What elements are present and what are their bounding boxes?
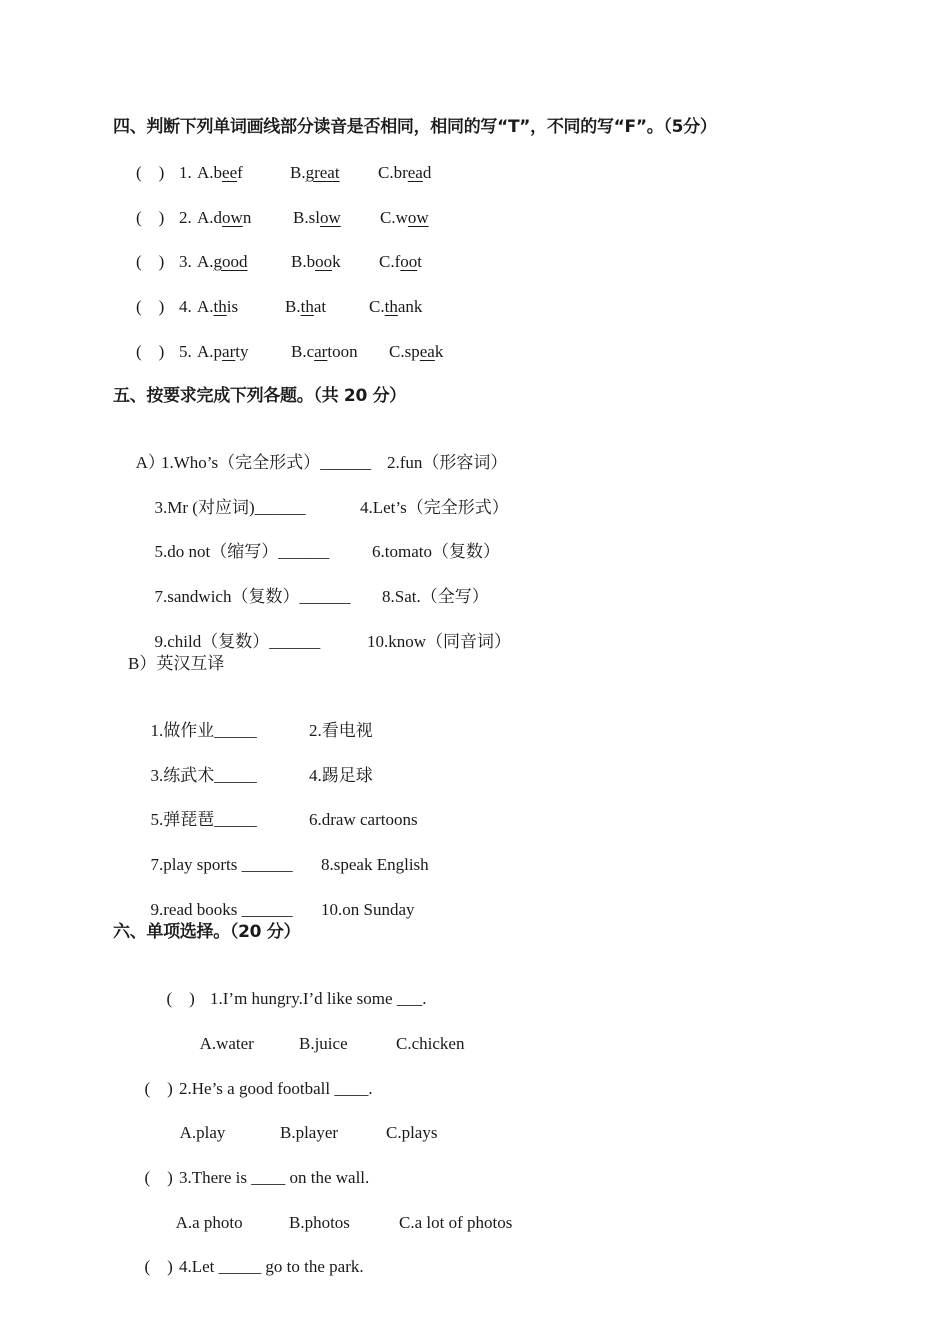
word-part: ank xyxy=(397,297,423,316)
phonics-row xyxy=(136,251,422,273)
part-b-label: B）英汉互译 xyxy=(128,654,225,673)
part-b-item-left: 1.做作业_____ xyxy=(150,721,257,740)
item-number: 1. xyxy=(179,163,192,182)
answer-paren[interactable]: ( ) xyxy=(144,1168,173,1187)
word-part: C.sp xyxy=(389,342,420,361)
underlined-letters: ee xyxy=(222,163,238,182)
option-a: A.a photo xyxy=(175,1213,243,1232)
option-b xyxy=(290,162,340,184)
answer-paren[interactable]: ( ) xyxy=(136,342,165,361)
section5-title: 五、按要求完成下列各题。（共 20 分） xyxy=(113,386,406,406)
option-a xyxy=(197,341,248,363)
word-part: k xyxy=(434,342,444,361)
word-part: B.sl xyxy=(293,208,320,227)
word-part: is xyxy=(226,297,239,316)
option-c xyxy=(389,341,443,363)
phonics-row xyxy=(136,296,423,318)
underlined-letters: ea xyxy=(419,342,435,361)
word-part: k xyxy=(332,252,341,271)
question-text: 4.Let _____ go to the park. xyxy=(179,1257,364,1276)
part-a-item-right: 4.Let’s（完全形式） xyxy=(360,498,509,517)
mc-question-3 xyxy=(136,1145,370,1189)
option-b xyxy=(285,296,326,318)
underlined-letters: th xyxy=(384,297,398,316)
word-part: d xyxy=(422,163,432,182)
part-b-row-4 xyxy=(142,832,429,876)
phonics-row xyxy=(136,207,429,229)
part-b-item-right: 4.踢足球 xyxy=(309,766,373,785)
word-part: f xyxy=(237,163,243,182)
mc-options-2 xyxy=(172,1100,438,1144)
part-b-item-left: 3.练武术_____ xyxy=(150,766,257,785)
question-text: 3.There is ____ on the wall. xyxy=(179,1168,370,1187)
part-a-row-2 xyxy=(146,475,509,519)
word-part: at xyxy=(313,297,327,316)
word-part: B.b xyxy=(291,252,316,271)
mc-options-1 xyxy=(192,1011,465,1055)
option-a xyxy=(197,162,243,184)
word-part: C. xyxy=(369,297,385,316)
part-a-item-left: 3.Mr (对应词)______ xyxy=(154,498,306,517)
underlined-letters: ea xyxy=(407,163,423,182)
part-a-row-4 xyxy=(146,564,489,608)
option-b xyxy=(291,341,358,363)
word-part: n xyxy=(242,208,252,227)
part-a-row-3 xyxy=(146,519,500,563)
option-a xyxy=(197,251,248,273)
word-part: B. xyxy=(290,163,306,182)
mc-question-4 xyxy=(136,1234,364,1278)
part-b-row-5 xyxy=(142,877,415,921)
option-b xyxy=(293,207,341,229)
word-part: ty xyxy=(235,342,249,361)
underlined-letters: ar xyxy=(222,342,236,361)
question-text: 2.He’s a good football ____. xyxy=(179,1079,373,1098)
option-c xyxy=(369,296,422,318)
word-part: B.c xyxy=(291,342,315,361)
part-a-item-right: 10.know（同音词） xyxy=(367,632,512,651)
option-a: A.water xyxy=(199,1034,254,1053)
word-part: C.w xyxy=(380,208,408,227)
part-b-row-2 xyxy=(142,743,373,787)
answer-paren[interactable]: ( ) xyxy=(144,1079,173,1098)
option-b: B.photos xyxy=(289,1213,350,1232)
underlined-letters: th xyxy=(213,297,227,316)
mc-options-3 xyxy=(168,1190,513,1234)
underlined-letters: ar xyxy=(314,342,328,361)
mc-question-2 xyxy=(136,1056,373,1100)
word-part: A. xyxy=(197,297,214,316)
part-a-row-1 xyxy=(128,430,508,474)
part-a-label: A） xyxy=(135,453,165,472)
answer-paren[interactable]: ( ) xyxy=(136,252,165,271)
option-a xyxy=(197,296,238,318)
word-part: A.p xyxy=(197,342,223,361)
part-a-item-right: 2.fun（形容词） xyxy=(387,453,508,472)
word-part: A.b xyxy=(197,163,223,182)
item-number: 4. xyxy=(179,297,192,316)
underlined-letters: ow xyxy=(222,208,243,227)
part-a-item-right: 6.tomato（复数） xyxy=(372,542,500,561)
section6-title: 六、单项选择。（20 分） xyxy=(113,922,301,942)
part-a-item-right: 8.Sat.（全写） xyxy=(382,587,489,606)
part-a-row-5 xyxy=(146,609,512,653)
option-b xyxy=(291,251,341,273)
option-c: C.chicken xyxy=(396,1034,465,1053)
underlined-letters: ow xyxy=(407,208,429,227)
item-number: 5. xyxy=(179,342,192,361)
part-b-item-left: 9.read books ______ xyxy=(150,900,293,919)
answer-paren[interactable]: ( ) xyxy=(144,1257,173,1276)
underlined-letters: oo xyxy=(400,252,418,271)
option-b: B.player xyxy=(280,1123,339,1142)
question-text: 1.I’m hungry.I’d like some ___. xyxy=(210,989,427,1008)
phonics-row xyxy=(136,162,432,184)
word-part: t xyxy=(417,252,422,271)
part-a-item-left: 5.do not（缩写）______ xyxy=(154,542,330,561)
part-b-item-right: 2.看电视 xyxy=(309,721,373,740)
part-b-item-right: 6.draw cartoons xyxy=(309,810,418,829)
word-part: A. xyxy=(197,252,214,271)
part-a-item-left: 7.sandwich（复数）______ xyxy=(154,587,351,606)
word-part: toon xyxy=(327,342,358,361)
part-b-row-1 xyxy=(142,698,373,742)
underlined-letters: oo xyxy=(315,252,333,271)
part-a-item-left: 1.Who’s（完全形式）______ xyxy=(161,453,372,472)
section4-title: 四、判断下列单词画线部分读音是否相同，相同的写“T”，不同的写“F”。（5分） xyxy=(113,117,717,137)
answer-paren[interactable]: ( ) xyxy=(136,163,165,182)
part-b-item-right: 8.speak English xyxy=(321,855,429,874)
option-c: C.a lot of photos xyxy=(399,1213,513,1232)
underlined-letters: good xyxy=(213,252,248,271)
answer-paren[interactable]: ( ) xyxy=(166,989,195,1008)
part-b-item-left: 5.弹琵琶_____ xyxy=(150,810,257,829)
option-c xyxy=(379,251,422,273)
option-c xyxy=(378,162,431,184)
underlined-letters: ow xyxy=(319,208,341,227)
option-a xyxy=(197,207,251,229)
item-number: 2. xyxy=(179,208,192,227)
word-part: B. xyxy=(285,297,301,316)
item-number: 3. xyxy=(179,252,192,271)
word-part: C.br xyxy=(378,163,408,182)
part-a-item-left: 9.child（复数）______ xyxy=(154,632,321,651)
part-b-item-left: 7.play sports ______ xyxy=(150,855,293,874)
answer-paren[interactable]: ( ) xyxy=(136,208,165,227)
phonics-row xyxy=(136,341,444,363)
answer-paren[interactable]: ( ) xyxy=(136,297,165,316)
underlined-letters: great xyxy=(305,163,340,182)
mc-question-1 xyxy=(158,966,427,1010)
option-c xyxy=(380,207,429,229)
word-part: C.f xyxy=(379,252,401,271)
part-b-row-3 xyxy=(142,787,418,831)
option-b: B.juice xyxy=(299,1034,348,1053)
option-a: A.play xyxy=(179,1123,226,1142)
part-b-item-right: 10.on Sunday xyxy=(321,900,415,919)
option-c: C.plays xyxy=(386,1123,438,1142)
word-part: A.d xyxy=(197,208,223,227)
underlined-letters: th xyxy=(300,297,314,316)
